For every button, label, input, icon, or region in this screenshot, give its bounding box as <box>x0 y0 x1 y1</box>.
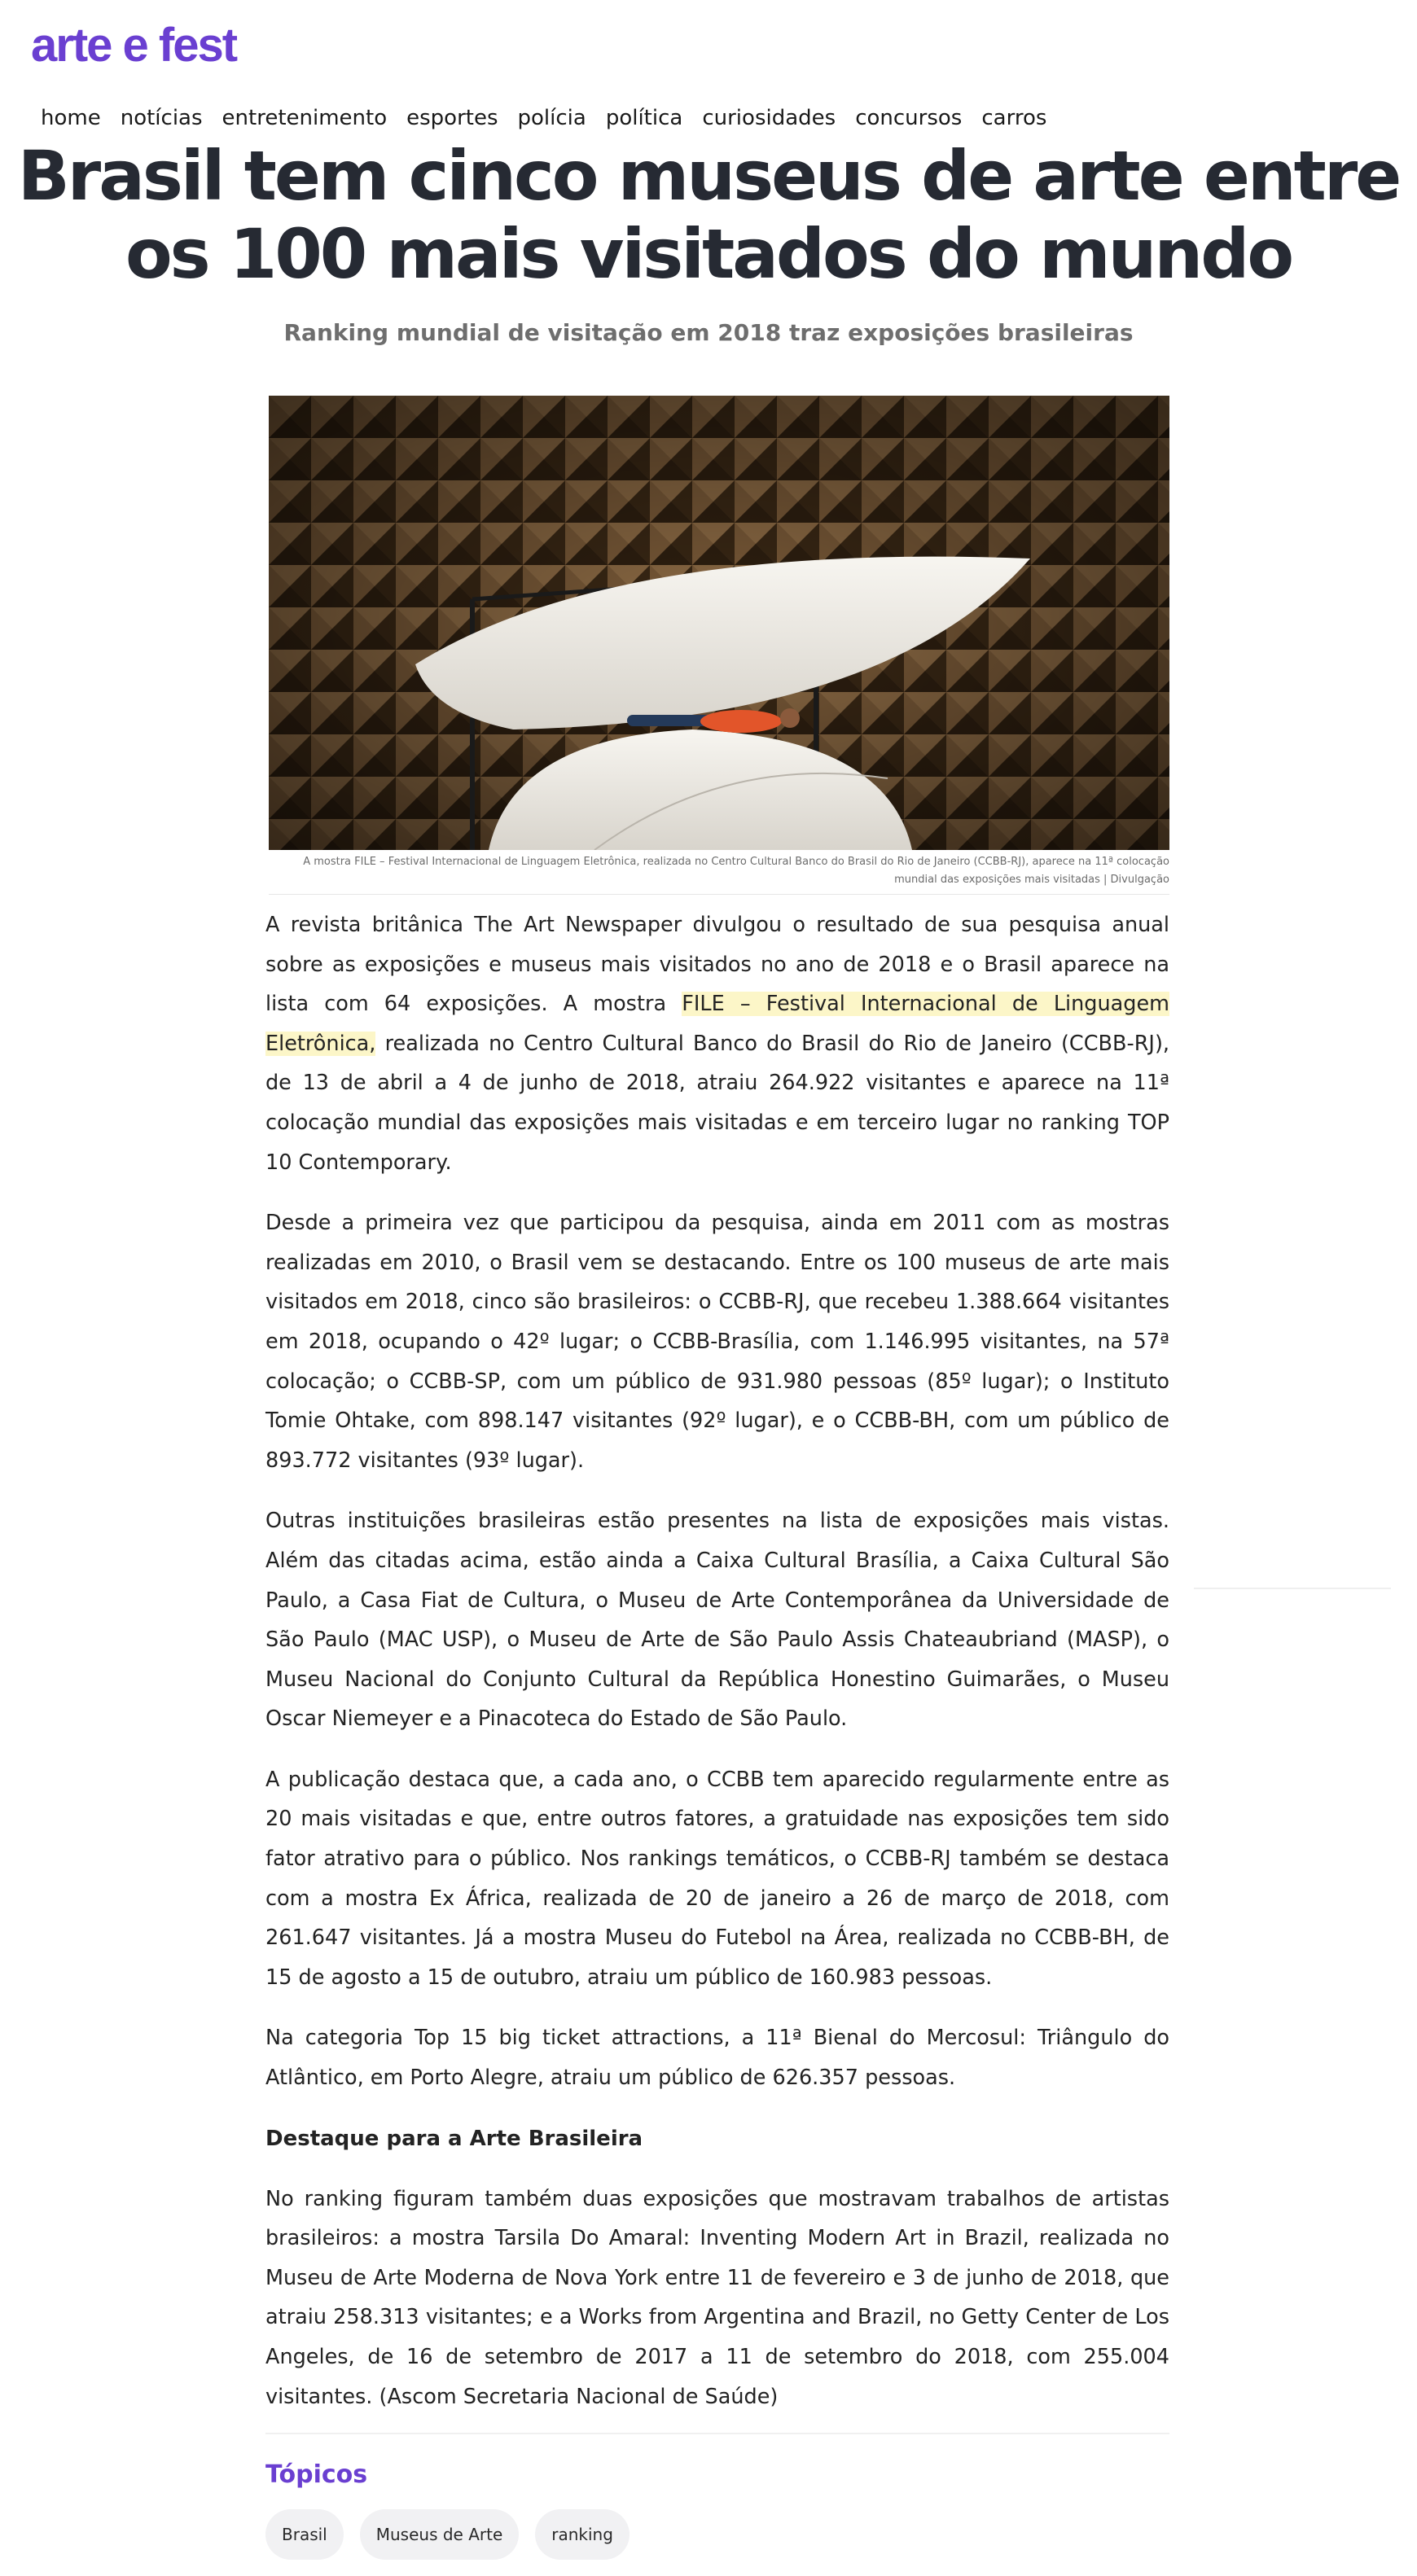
nav-item-policia[interactable]: polícia <box>517 106 586 130</box>
nav-item-esportes[interactable]: esportes <box>406 106 498 130</box>
article-subtitle: Ranking mundial de visitação em 2018 traz exposições brasileiras <box>283 319 1134 346</box>
main-nav <box>41 106 1046 130</box>
image-caption-line1: A mostra FILE – Festival Internacional de Linguagem Eletrônica, realizada no Centro Cultural Banco do Brasil do Rio de Janeiro (CCBB-RJ), aparece na 11ª colocação <box>303 856 1169 868</box>
site-logo[interactable]: arte e fest <box>31 19 237 72</box>
tag-museus-de-arte[interactable]: Museus de Arte <box>360 2509 520 2560</box>
nav-item-carros[interactable]: carros <box>981 106 1047 130</box>
article-body <box>265 905 1169 2438</box>
article-subheading: Destaque para a Arte Brasileira <box>265 2126 643 2151</box>
topics-title: Tópicos <box>265 2460 368 2489</box>
article-paragraph-4: A publicação destaca que, a cada ano, o CCBB tem aparecido regularmente entre as 20 mais visitadas e que, entre outros fatores, a gratuidade nas exposições tem sido fator atrativo para o público. Nos rankings temáticos, o CCBB-RJ também se destaca com a mostra Ex África, realizada de 20 de janeiro a 26 de março de 2018, com 261.647 visitantes. Já a mostra Museu do Futebol na Área, realizada no CCBB-BH, de 15 de agosto a 15 de outubro, atraiu um público de 160.983 pessoas. <box>265 1767 1169 1990</box>
tag-ranking[interactable]: ranking <box>535 2509 630 2560</box>
topics-divider <box>265 2433 1169 2434</box>
nav-item-politica[interactable]: política <box>605 106 683 130</box>
nav-item-entretenimento[interactable]: entretenimento <box>222 106 388 130</box>
highlighted-link[interactable]: FILE – Festival Internacional de Linguagem Eletrônica, <box>265 992 1169 1056</box>
article-paragraph-1 <box>265 905 1169 1182</box>
nav-item-concursos[interactable]: concursos <box>855 106 963 130</box>
installation-photo <box>269 396 1169 850</box>
tag-brasil[interactable]: Brasil <box>265 2509 344 2560</box>
article-image <box>269 396 1169 850</box>
sidebar-divider <box>1194 1588 1391 1589</box>
nav-item-noticias[interactable]: notícias <box>120 106 203 130</box>
article-paragraph-3: Outras instituições brasileiras estão presentes na lista de exposições mais vistas. Além das citadas acima, estão ainda a Caixa Cultural Brasília, a Caixa Cultural São Paulo, a Casa Fiat de Cultura, o Museu de Arte Contemporânea da Universidade de São Paulo (MAC USP), o Museu de Arte de São Paulo Assis Chateaubriand (MASP), o Museu Nacional do Conjunto Cultural da República Honestino Guimarães, o Museu Oscar Niemeyer e a Pinacoteca do Estado de São Paulo. <box>265 1509 1169 1732</box>
article-paragraph-5: Na categoria Top 15 big ticket attractions, a 11ª Bienal do Mercosul: Triângulo do Atlântico, em Porto Alegre, atraiu um público de 626.357 pessoas. <box>265 2026 1169 2091</box>
article-paragraph-6: No ranking figuram também duas exposições que mostravam trabalhos de artistas brasileiros: a mostra Tarsila Do Amaral: Inventing Modern Art in Brazil, realizada no Museu de Arte Moderna de Nova York entre 11 de fevereiro e 3 de junho de 2018, que atraiu 258.313 visitantes; e a Works from Argentina and Brazil, no Getty Center de Los Angeles, de 16 de setembro de 2017 a 11 de setembro do 2018, com 255.004 visitantes. (Ascom Secretaria Nacional de Saúde) <box>265 2186 1169 2409</box>
nav-item-home[interactable]: home <box>41 106 101 130</box>
image-caption-line2: mundial das exposições mais visitadas | Divulgação <box>894 874 1169 886</box>
paragraph-1-text-start: A revista britânica The Art Newspaper divulgou o resultado de sua pesquisa anual sobre as exposições e museus mais visitados no ano de 2018 e o Brasil aparece na lista com 64 exposições. A mostra <box>265 913 1169 1017</box>
article-paragraph-2: Desde a primeira vez que participou da pesquisa, ainda em 2011 com as mostras realizadas em 2010, o Brasil vem se destacando. Entre os 100 museus de arte mais visitados em 2018, cinco são brasileiros: o CCBB-RJ, que recebeu 1.388.664 visitantes em 2018, ocupando o 42º lugar; o CCBB-Brasília, com 1.146.995 visitantes, na 57ª colocação; o CCBB-SP, com um público de 931.980 pessoas (85º lugar); o Instituto Tomie Ohtake, com 898.147 visitantes (92º lugar), e o CCBB-BH, com um público de 893.772 visitantes (93º lugar). <box>265 1211 1169 1473</box>
nav-item-curiosidades[interactable]: curiosidades <box>702 106 836 130</box>
paragraph-1-text-end: realizada no Centro Cultural Banco do Brasil do Rio de Janeiro (CCBB-RJ), de 13 de abril a 4 de junho de 2018, atraiu 264.922 visitantes e aparece na 11ª colocação mundial das exposições mais visitadas e em terceiro lugar no ranking TOP 10 Contemporary. <box>265 1031 1169 1175</box>
caption-divider <box>269 894 1169 895</box>
image-caption <box>269 853 1169 889</box>
article-title: Brasil tem cinco museus de arte entre os 100 mais visitados do mundo <box>17 136 1400 294</box>
topic-tags <box>265 2509 630 2560</box>
